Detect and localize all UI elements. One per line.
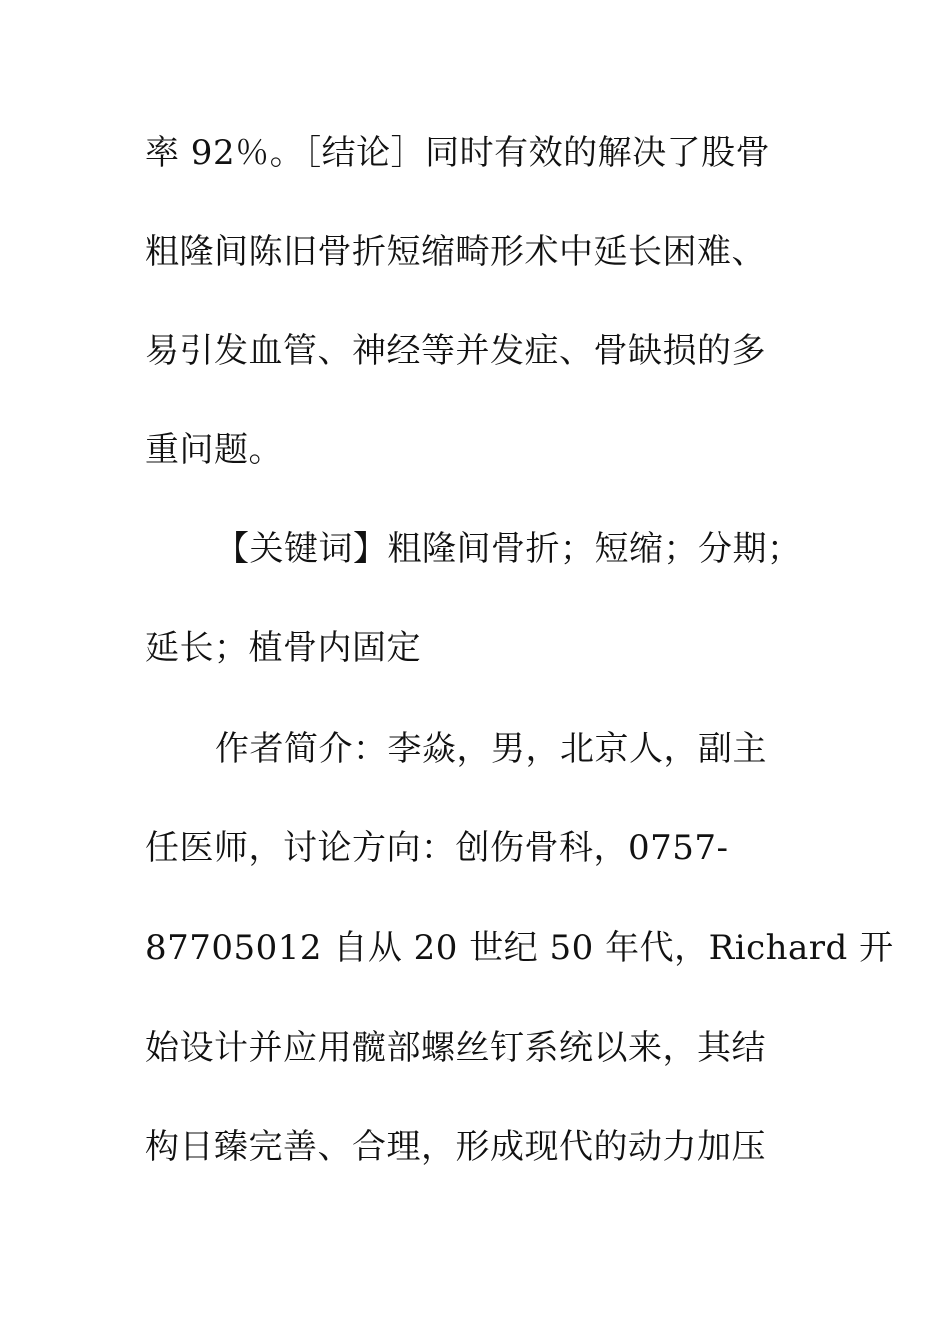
body-text-line-1: 87705012 自从 20 世纪 50 年代，Richard 开 xyxy=(145,928,894,968)
conclusion-text-line-1: 率 92％。［结论］同时有效的解决了股骨 xyxy=(145,133,771,173)
conclusion-text-line-3: 易引发血管、神经等并发症、骨缺损的多 xyxy=(145,331,766,371)
author-bio-line-1: 作者简介：李焱，男，北京人，副主 xyxy=(215,729,767,769)
keywords-line-1: 【关键词】粗隆间骨折；短缩；分期； xyxy=(215,529,802,569)
author-bio-line-2: 任医师，讨论方向：创伤骨科，0757- xyxy=(145,828,729,868)
body-text-line-3: 构日臻完善、合理，形成现代的动力加压 xyxy=(145,1127,766,1167)
keywords-line-2: 延长；植骨内固定 xyxy=(145,628,421,668)
conclusion-text-line-4: 重问题。 xyxy=(145,430,283,470)
conclusion-text-line-2: 粗隆间陈旧骨折短缩畸形术中延长困难、 xyxy=(145,232,766,272)
body-text-line-2: 始设计并应用髋部螺丝钉系统以来，其结 xyxy=(145,1028,766,1068)
